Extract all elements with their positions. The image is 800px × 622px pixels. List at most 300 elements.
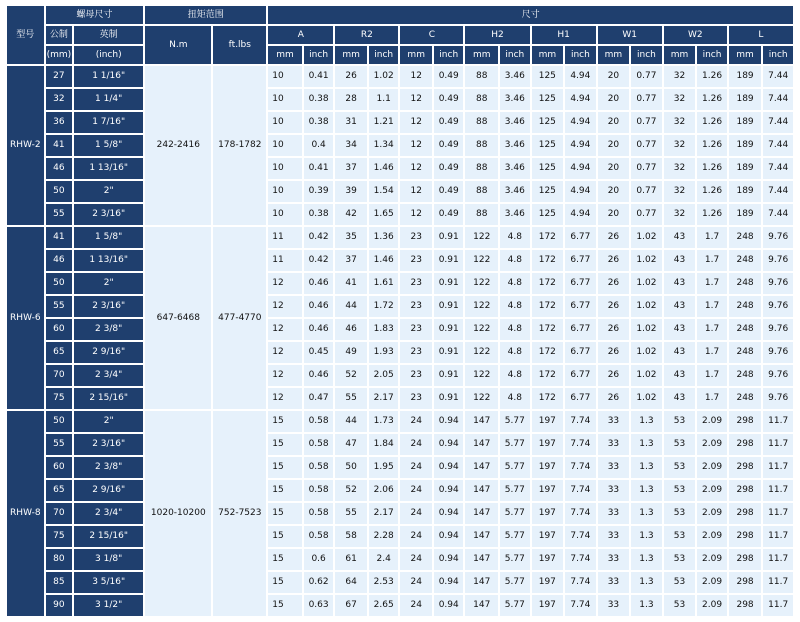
dimension-value-cell: 1.7 xyxy=(696,249,728,272)
dimension-value-cell: 1.02 xyxy=(630,341,663,364)
dimension-value-cell: 32 xyxy=(663,157,697,180)
dimension-value-cell: 2.06 xyxy=(368,479,400,502)
dimension-value-cell: 147 xyxy=(464,479,499,502)
dimension-value-cell: 197 xyxy=(531,410,565,433)
dimension-value-cell: 7.74 xyxy=(564,479,597,502)
dimension-value-cell: 122 xyxy=(464,364,499,387)
dimension-value-cell: 28 xyxy=(334,88,368,111)
header-ftlbs: ft.lbs xyxy=(212,25,267,65)
table-row xyxy=(6,433,794,456)
dimension-value-cell: 5.77 xyxy=(499,548,531,571)
dimension-value-cell: 7.74 xyxy=(564,456,597,479)
dimension-value-cell: 26 xyxy=(597,318,631,341)
dimension-value-cell: 9.76 xyxy=(762,341,794,364)
dimension-value-cell: 20 xyxy=(597,203,631,226)
imperial-size-cell: 2" xyxy=(73,272,144,295)
dimension-value-cell: 0.46 xyxy=(303,295,335,318)
dimension-value-cell: 1.3 xyxy=(630,410,663,433)
dimension-value-cell: 24 xyxy=(399,571,433,594)
dimension-value-cell: 122 xyxy=(464,295,499,318)
dimension-value-cell: 0.39 xyxy=(303,180,335,203)
dimension-value-cell: 12 xyxy=(267,341,303,364)
dimension-value-cell: 147 xyxy=(464,502,499,525)
header-dim-h1: H1 xyxy=(531,25,597,45)
dimension-value-cell: 32 xyxy=(663,65,697,88)
imperial-size-cell: 1 1/4" xyxy=(73,88,144,111)
dimension-value-cell: 15 xyxy=(267,594,303,617)
header-unit-mm: mm xyxy=(334,45,368,65)
dimension-value-cell: 33 xyxy=(597,479,631,502)
dimension-value-cell: 7.44 xyxy=(762,111,794,134)
dimension-value-cell: 1.84 xyxy=(368,433,400,456)
dimension-value-cell: 298 xyxy=(728,571,763,594)
dimension-value-cell: 26 xyxy=(597,341,631,364)
dimension-value-cell: 298 xyxy=(728,433,763,456)
dimension-value-cell: 189 xyxy=(728,180,763,203)
dimension-value-cell: 1.26 xyxy=(696,111,728,134)
dimension-value-cell: 1.02 xyxy=(368,65,400,88)
dimension-value-cell: 3.46 xyxy=(499,134,531,157)
dimension-value-cell: 1.65 xyxy=(368,203,400,226)
imperial-size-cell: 2 3/16" xyxy=(73,203,144,226)
table-row xyxy=(6,272,794,295)
dimension-value-cell: 49 xyxy=(334,341,368,364)
imperial-size-cell: 2 9/16" xyxy=(73,479,144,502)
dimension-value-cell: 4.94 xyxy=(564,111,597,134)
dimension-value-cell: 2.28 xyxy=(368,525,400,548)
dimension-value-cell: 125 xyxy=(531,157,565,180)
dimension-value-cell: 10 xyxy=(267,134,303,157)
header-unit-mm: mm xyxy=(399,45,433,65)
imperial-size-cell: 2" xyxy=(73,410,144,433)
imperial-size-cell: 3 5/16" xyxy=(73,571,144,594)
dimension-value-cell: 189 xyxy=(728,134,763,157)
table-row xyxy=(6,571,794,594)
dimension-value-cell: 15 xyxy=(267,548,303,571)
dimension-value-cell: 189 xyxy=(728,88,763,111)
dimension-value-cell: 24 xyxy=(399,502,433,525)
dimension-value-cell: 3.46 xyxy=(499,111,531,134)
dimension-value-cell: 1.02 xyxy=(630,226,663,249)
dimension-value-cell: 44 xyxy=(334,295,368,318)
dimension-value-cell: 33 xyxy=(597,433,631,456)
dimension-value-cell: 43 xyxy=(663,318,697,341)
dimension-value-cell: 1.02 xyxy=(630,295,663,318)
dimension-value-cell: 12 xyxy=(267,295,303,318)
dimension-value-cell: 43 xyxy=(663,341,697,364)
dimension-value-cell: 10 xyxy=(267,65,303,88)
dimension-value-cell: 4.94 xyxy=(564,134,597,157)
metric-size-cell: 55 xyxy=(45,295,73,318)
dimension-value-cell: 147 xyxy=(464,433,499,456)
dimension-value-cell: 122 xyxy=(464,318,499,341)
metric-size-cell: 60 xyxy=(45,456,73,479)
dimension-value-cell: 20 xyxy=(597,65,631,88)
dimension-value-cell: 7.74 xyxy=(564,502,597,525)
dimension-value-cell: 0.42 xyxy=(303,249,335,272)
dimension-value-cell: 11.7 xyxy=(762,479,794,502)
dimension-value-cell: 23 xyxy=(399,341,433,364)
dimension-value-cell: 147 xyxy=(464,548,499,571)
dimension-value-cell: 53 xyxy=(663,548,697,571)
dimension-value-cell: 26 xyxy=(597,295,631,318)
dimension-value-cell: 3.46 xyxy=(499,180,531,203)
dimension-value-cell: 2.4 xyxy=(368,548,400,571)
dimension-value-cell: 4.94 xyxy=(564,203,597,226)
dimension-value-cell: 1.26 xyxy=(696,157,728,180)
dimension-value-cell: 1.26 xyxy=(696,180,728,203)
dimension-value-cell: 248 xyxy=(728,272,763,295)
dimension-value-cell: 197 xyxy=(531,548,565,571)
metric-size-cell: 55 xyxy=(45,433,73,456)
dimension-value-cell: 197 xyxy=(531,479,565,502)
dimension-value-cell: 43 xyxy=(663,249,697,272)
dimension-value-cell: 52 xyxy=(334,364,368,387)
table-row xyxy=(6,226,794,249)
dimension-value-cell: 52 xyxy=(334,479,368,502)
dimension-value-cell: 0.49 xyxy=(433,203,465,226)
dimension-value-cell: 2.53 xyxy=(368,571,400,594)
dimension-value-cell: 37 xyxy=(334,249,368,272)
dimension-value-cell: 1.02 xyxy=(630,364,663,387)
dimension-value-cell: 197 xyxy=(531,456,565,479)
dimension-value-cell: 0.94 xyxy=(433,525,465,548)
dimension-value-cell: 34 xyxy=(334,134,368,157)
dimension-value-cell: 197 xyxy=(531,433,565,456)
dimension-value-cell: 122 xyxy=(464,387,499,410)
dimension-value-cell: 9.76 xyxy=(762,226,794,249)
dimension-value-cell: 1.72 xyxy=(368,295,400,318)
header-unit-inch: inch xyxy=(630,45,663,65)
dimension-value-cell: 0.94 xyxy=(433,594,465,617)
dimension-value-cell: 53 xyxy=(663,410,697,433)
dimension-value-cell: 6.77 xyxy=(564,226,597,249)
table-row xyxy=(6,203,794,226)
table-row xyxy=(6,134,794,157)
table-body xyxy=(6,65,794,617)
table-row xyxy=(6,594,794,617)
dimension-value-cell: 1.26 xyxy=(696,65,728,88)
metric-size-cell: 75 xyxy=(45,525,73,548)
metric-size-cell: 70 xyxy=(45,364,73,387)
dimension-value-cell: 0.91 xyxy=(433,226,465,249)
header-dim-h2: H2 xyxy=(464,25,530,45)
dimension-value-cell: 0.58 xyxy=(303,433,335,456)
dimension-value-cell: 0.91 xyxy=(433,318,465,341)
dimension-value-cell: 0.77 xyxy=(630,134,663,157)
header-unit-inch: inch xyxy=(499,45,531,65)
dimension-value-cell: 50 xyxy=(334,456,368,479)
dimension-value-cell: 189 xyxy=(728,65,763,88)
dimension-value-cell: 0.49 xyxy=(433,88,465,111)
dimension-value-cell: 125 xyxy=(531,111,565,134)
dimension-value-cell: 1.46 xyxy=(368,157,400,180)
dimension-value-cell: 248 xyxy=(728,249,763,272)
dimension-value-cell: 4.8 xyxy=(499,387,531,410)
dimension-value-cell: 33 xyxy=(597,502,631,525)
dimension-value-cell: 0.77 xyxy=(630,157,663,180)
dimension-value-cell: 147 xyxy=(464,571,499,594)
metric-size-cell: 27 xyxy=(45,65,73,88)
table-row xyxy=(6,479,794,502)
metric-size-cell: 55 xyxy=(45,203,73,226)
dimension-value-cell: 0.49 xyxy=(433,134,465,157)
dimension-value-cell: 1.26 xyxy=(696,134,728,157)
table-row xyxy=(6,249,794,272)
dimension-value-cell: 1.3 xyxy=(630,571,663,594)
header-unit-inch: inch xyxy=(303,45,335,65)
dimension-value-cell: 26 xyxy=(334,65,368,88)
dimension-value-cell: 0.94 xyxy=(433,410,465,433)
dimension-value-cell: 31 xyxy=(334,111,368,134)
metric-size-cell: 75 xyxy=(45,387,73,410)
dimension-value-cell: 1.34 xyxy=(368,134,400,157)
metric-size-cell: 65 xyxy=(45,479,73,502)
imperial-size-cell: 2 3/4" xyxy=(73,364,144,387)
dimension-value-cell: 172 xyxy=(531,387,565,410)
dimension-value-cell: 2.65 xyxy=(368,594,400,617)
dimension-value-cell: 9.76 xyxy=(762,249,794,272)
dimension-value-cell: 248 xyxy=(728,226,763,249)
dimension-value-cell: 189 xyxy=(728,111,763,134)
dimension-value-cell: 0.91 xyxy=(433,364,465,387)
dimension-value-cell: 298 xyxy=(728,525,763,548)
dimension-value-cell: 125 xyxy=(531,134,565,157)
header-dim-c: C xyxy=(399,25,464,45)
dimension-value-cell: 0.49 xyxy=(433,180,465,203)
dimension-value-cell: 248 xyxy=(728,364,763,387)
dimension-value-cell: 2.09 xyxy=(696,548,728,571)
dimension-value-cell: 0.94 xyxy=(433,433,465,456)
dimension-value-cell: 1.93 xyxy=(368,341,400,364)
dimension-value-cell: 1.73 xyxy=(368,410,400,433)
header-imperial: 英制 xyxy=(73,25,144,45)
dimension-value-cell: 1.02 xyxy=(630,318,663,341)
dimension-value-cell: 248 xyxy=(728,318,763,341)
dimension-value-cell: 0.58 xyxy=(303,410,335,433)
dimension-value-cell: 10 xyxy=(267,157,303,180)
dimension-value-cell: 24 xyxy=(399,525,433,548)
dimension-value-cell: 9.76 xyxy=(762,295,794,318)
dimension-value-cell: 2.09 xyxy=(696,571,728,594)
dimension-value-cell: 43 xyxy=(663,226,697,249)
header-metric-unit: (mm) xyxy=(45,45,73,65)
header-model: 型号 xyxy=(6,5,45,65)
dimension-value-cell: 0.49 xyxy=(433,65,465,88)
dimension-value-cell: 1.3 xyxy=(630,456,663,479)
dimension-value-cell: 4.8 xyxy=(499,295,531,318)
dimension-value-cell: 2.09 xyxy=(696,594,728,617)
dimension-value-cell: 43 xyxy=(663,295,697,318)
table-row xyxy=(6,341,794,364)
dimension-value-cell: 5.77 xyxy=(499,525,531,548)
header-unit-inch: inch xyxy=(433,45,465,65)
dimension-value-cell: 0.38 xyxy=(303,203,335,226)
dimension-value-cell: 0.49 xyxy=(433,111,465,134)
imperial-size-cell: 1 13/16" xyxy=(73,157,144,180)
table-row xyxy=(6,111,794,134)
dimension-value-cell: 5.77 xyxy=(499,479,531,502)
dimension-value-cell: 0.38 xyxy=(303,111,335,134)
dimension-value-cell: 1.83 xyxy=(368,318,400,341)
dimension-value-cell: 197 xyxy=(531,525,565,548)
dimension-value-cell: 3.46 xyxy=(499,65,531,88)
dimension-value-cell: 0.77 xyxy=(630,111,663,134)
dimension-value-cell: 43 xyxy=(663,364,697,387)
dimension-value-cell: 248 xyxy=(728,387,763,410)
dimension-value-cell: 197 xyxy=(531,502,565,525)
metric-size-cell: 70 xyxy=(45,502,73,525)
dimension-value-cell: 0.45 xyxy=(303,341,335,364)
torque-ftlbs-cell: 752-7523 xyxy=(212,410,267,617)
dimension-value-cell: 23 xyxy=(399,387,433,410)
dimension-value-cell: 1.3 xyxy=(630,594,663,617)
header-unit-inch: inch xyxy=(696,45,728,65)
dimension-value-cell: 298 xyxy=(728,479,763,502)
dimension-value-cell: 6.77 xyxy=(564,341,597,364)
dimension-value-cell: 0.49 xyxy=(433,157,465,180)
dimension-value-cell: 64 xyxy=(334,571,368,594)
dimension-value-cell: 5.77 xyxy=(499,571,531,594)
dimension-value-cell: 37 xyxy=(334,157,368,180)
dimension-value-cell: 43 xyxy=(663,272,697,295)
dimension-value-cell: 20 xyxy=(597,111,631,134)
header-unit-mm: mm xyxy=(663,45,697,65)
dimension-value-cell: 32 xyxy=(663,88,697,111)
dimension-value-cell: 10 xyxy=(267,88,303,111)
dimension-value-cell: 0.94 xyxy=(433,456,465,479)
dimension-value-cell: 32 xyxy=(663,134,697,157)
dimension-value-cell: 172 xyxy=(531,272,565,295)
dimension-value-cell: 9.76 xyxy=(762,387,794,410)
metric-size-cell: 41 xyxy=(45,134,73,157)
dimension-value-cell: 5.77 xyxy=(499,410,531,433)
dimension-value-cell: 0.91 xyxy=(433,387,465,410)
dimension-value-cell: 2.09 xyxy=(696,525,728,548)
dimension-value-cell: 35 xyxy=(334,226,368,249)
dimension-value-cell: 12 xyxy=(399,157,433,180)
dimension-value-cell: 24 xyxy=(399,594,433,617)
dimension-value-cell: 15 xyxy=(267,571,303,594)
dimension-value-cell: 197 xyxy=(531,571,565,594)
dimension-value-cell: 12 xyxy=(267,364,303,387)
header-torque-range: 扭矩范围 xyxy=(144,5,267,25)
dimension-value-cell: 9.76 xyxy=(762,272,794,295)
dimension-value-cell: 12 xyxy=(399,203,433,226)
dimension-value-cell: 24 xyxy=(399,410,433,433)
dimension-value-cell: 4.94 xyxy=(564,88,597,111)
header-dim-l: L xyxy=(728,25,794,45)
imperial-size-cell: 1 13/16" xyxy=(73,249,144,272)
dimension-value-cell: 0.94 xyxy=(433,571,465,594)
dimension-value-cell: 55 xyxy=(334,502,368,525)
dimension-value-cell: 0.62 xyxy=(303,571,335,594)
model-cell: RHW-8 xyxy=(6,410,45,617)
dimension-value-cell: 61 xyxy=(334,548,368,571)
dimension-value-cell: 15 xyxy=(267,456,303,479)
metric-size-cell: 36 xyxy=(45,111,73,134)
dimension-value-cell: 5.77 xyxy=(499,433,531,456)
dimension-value-cell: 0.46 xyxy=(303,272,335,295)
metric-size-cell: 65 xyxy=(45,341,73,364)
dimension-value-cell: 4.8 xyxy=(499,226,531,249)
dimension-value-cell: 3.46 xyxy=(499,203,531,226)
dimension-value-cell: 53 xyxy=(663,433,697,456)
header-unit-inch: inch xyxy=(762,45,794,65)
dimension-value-cell: 1.7 xyxy=(696,387,728,410)
dimension-value-cell: 7.44 xyxy=(762,180,794,203)
dimension-value-cell: 88 xyxy=(464,111,499,134)
dimension-value-cell: 1.3 xyxy=(630,548,663,571)
dimension-value-cell: 122 xyxy=(464,226,499,249)
dimension-value-cell: 20 xyxy=(597,180,631,203)
dimension-value-cell: 122 xyxy=(464,249,499,272)
dimension-value-cell: 7.74 xyxy=(564,433,597,456)
torque-ftlbs-cell: 477-4770 xyxy=(212,226,267,410)
dimension-value-cell: 147 xyxy=(464,456,499,479)
dimension-value-cell: 23 xyxy=(399,272,433,295)
dimension-value-cell: 12 xyxy=(267,318,303,341)
dimension-value-cell: 39 xyxy=(334,180,368,203)
metric-size-cell: 60 xyxy=(45,318,73,341)
dimension-value-cell: 1.3 xyxy=(630,433,663,456)
dimension-value-cell: 7.74 xyxy=(564,594,597,617)
dimension-value-cell: 24 xyxy=(399,479,433,502)
metric-size-cell: 50 xyxy=(45,272,73,295)
dimension-value-cell: 1.02 xyxy=(630,272,663,295)
dimension-value-cell: 88 xyxy=(464,157,499,180)
dimension-value-cell: 172 xyxy=(531,318,565,341)
header-dim-r2: R2 xyxy=(334,25,399,45)
dimension-value-cell: 1.3 xyxy=(630,525,663,548)
dimension-value-cell: 53 xyxy=(663,525,697,548)
imperial-size-cell: 2 15/16" xyxy=(73,387,144,410)
dimension-value-cell: 33 xyxy=(597,571,631,594)
dimension-value-cell: 20 xyxy=(597,134,631,157)
dimension-value-cell: 1.61 xyxy=(368,272,400,295)
dimension-value-cell: 147 xyxy=(464,594,499,617)
dimension-value-cell: 4.8 xyxy=(499,318,531,341)
header-metric: 公制 xyxy=(45,25,73,45)
dimension-value-cell: 1.7 xyxy=(696,341,728,364)
dimension-value-cell: 147 xyxy=(464,410,499,433)
metric-size-cell: 90 xyxy=(45,594,73,617)
dimension-value-cell: 4.94 xyxy=(564,65,597,88)
dimension-value-cell: 33 xyxy=(597,410,631,433)
dimension-value-cell: 11.7 xyxy=(762,410,794,433)
table-row xyxy=(6,318,794,341)
dimension-value-cell: 10 xyxy=(267,180,303,203)
header-dim-a: A xyxy=(267,25,334,45)
imperial-size-cell: 3 1/2" xyxy=(73,594,144,617)
torque-ftlbs-cell: 178-1782 xyxy=(212,65,267,226)
dimension-value-cell: 53 xyxy=(663,594,697,617)
dimension-value-cell: 298 xyxy=(728,548,763,571)
dimension-value-cell: 7.44 xyxy=(762,134,794,157)
dimension-value-cell: 298 xyxy=(728,502,763,525)
dimension-value-cell: 298 xyxy=(728,594,763,617)
dimension-value-cell: 0.41 xyxy=(303,65,335,88)
dimension-value-cell: 0.41 xyxy=(303,157,335,180)
dimension-value-cell: 15 xyxy=(267,433,303,456)
table-row xyxy=(6,180,794,203)
table-row xyxy=(6,387,794,410)
dimension-value-cell: 6.77 xyxy=(564,387,597,410)
dimension-value-cell: 33 xyxy=(597,525,631,548)
table-row xyxy=(6,548,794,571)
dimension-value-cell: 24 xyxy=(399,548,433,571)
torque-nm-cell: 1020-10200 xyxy=(144,410,212,617)
